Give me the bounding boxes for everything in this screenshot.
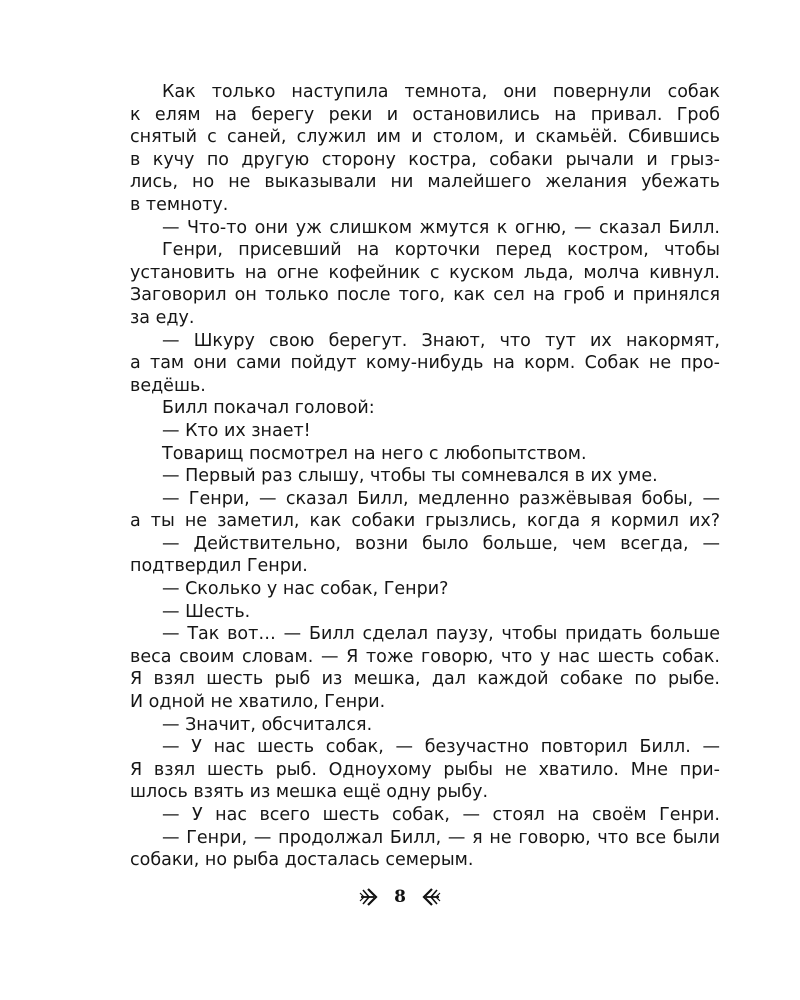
text-line: Я взял шесть рыб. Одноухому рыбы не хватило. Мне при- xyxy=(130,759,720,780)
text-line: к елям на берегу реки и остановились на привал. Гроб xyxy=(130,104,720,125)
text-line: — Действительно, возни было больше, чем всегда, — xyxy=(162,533,720,554)
text-line: — Первый раз слышу, чтобы ты сомневался в их уме. xyxy=(162,466,658,487)
text-line: Как только наступила темнота, они повернули собак xyxy=(162,82,720,102)
text-line: Товарищ посмотрел на него с любопытством. xyxy=(162,443,587,464)
text-line: собаки, но рыба досталась семерым. xyxy=(130,850,474,871)
text-line: за еду. xyxy=(130,307,195,328)
text-line: — Шесть. xyxy=(162,601,251,622)
text-line: Заговорил он только после того, как сел на гроб и принялся xyxy=(130,285,720,306)
text-line: — Сколько у нас собак, Генри? xyxy=(162,579,449,600)
text-line: в темноту. xyxy=(130,194,229,215)
text-line: ведёшь. xyxy=(130,375,206,396)
text-line: подтвердил Генри. xyxy=(130,556,308,577)
text-line: — Что-то они уж слишком жмутся к огню, — сказал Билл. xyxy=(162,217,720,238)
text-line: — Значит, обсчитался. xyxy=(162,714,373,735)
text-line: веса своим словам. — Я тоже говорю, что у нас шесть собак. xyxy=(130,646,720,667)
text-line: Генри, присевший на корточки перед костром, чтобы xyxy=(162,240,720,261)
text-line: а там они сами пойдут кому-нибудь на корм. Собак не про- xyxy=(130,353,720,374)
text-line: лись, но не выказывали ни малейшего желания убежать xyxy=(130,172,720,193)
text-line: шлось взять из мешка ещё одну рыбу. xyxy=(130,782,489,803)
text-line: Я взял шесть рыб из мешка, дал каждой собаке по рыбе. xyxy=(130,669,720,690)
arrow-flourish-left-icon xyxy=(420,886,442,908)
text-line: И одной не хватило, Генри. xyxy=(130,692,386,713)
text-line: снятый с саней, служил им и столом, и скамьёй. Сбившись xyxy=(130,127,720,148)
text-line: — Генри, — сказал Билл, медленно разжёвывая бобы, — xyxy=(162,488,720,509)
text-line: Билл покачал головой: xyxy=(162,398,375,419)
page-text xyxy=(130,81,720,872)
text-line: установить на огне кофейник с куском льда, молча кивнул. xyxy=(130,262,720,283)
text-line: а ты не заметил, как собаки грызлись, когда я кормил их? xyxy=(130,511,720,532)
page-footer xyxy=(0,884,800,910)
text-line: — У нас шесть собак, — безучастно повторил Билл. — xyxy=(162,737,720,758)
arrow-flourish-right-icon xyxy=(358,886,380,908)
page-number: 8 xyxy=(394,887,406,907)
text-line: — Генри, — продолжал Билл, — я не говорю, что все были xyxy=(162,827,720,848)
text-line: — Шкуру свою берегут. Знают, что тут их накормят, xyxy=(162,330,720,351)
text-line: — Так вот… — Билл сделал паузу, чтобы придать больше xyxy=(162,624,720,645)
text-line: — Кто их знает! xyxy=(162,420,311,441)
text-line: в кучу по другую сторону костра, собаки рычали и грыз- xyxy=(130,149,720,170)
text-line: — У нас всего шесть собак, — стоял на своём Генри. xyxy=(162,805,720,825)
